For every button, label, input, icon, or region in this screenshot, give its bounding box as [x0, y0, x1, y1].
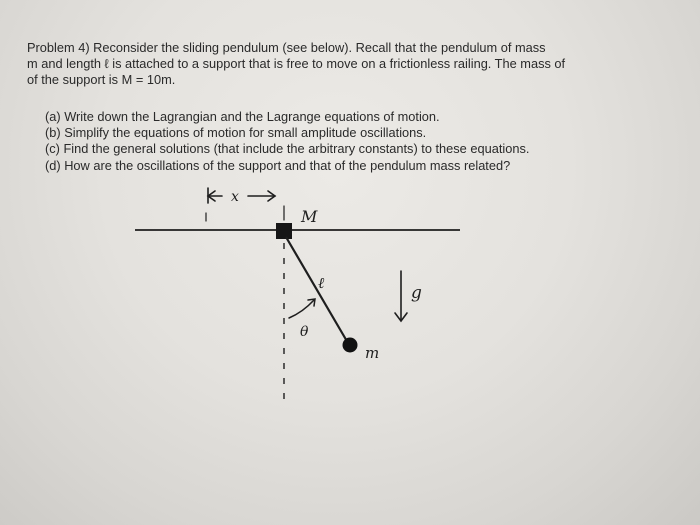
question-b: (b) Simplify the equations of motion for small amplitude oscillations.: [45, 125, 427, 141]
angle-label: θ: [300, 324, 309, 340]
gravity-arrow: [395, 271, 407, 321]
pendulum-rod: [286, 237, 348, 343]
bob-mass-label: m: [365, 344, 380, 362]
support-mass-label: M: [301, 207, 318, 226]
support-block: [276, 223, 292, 239]
pendulum-bob: [343, 338, 358, 353]
length-label: ℓ: [318, 274, 325, 292]
x-displacement-arrow: [206, 188, 284, 221]
problem-line-3: of the support is M = 10m.: [27, 72, 176, 87]
problem-line-1: Problem 4) Reconsider the sliding pendulum (see below). Recall that the pendulum of mass: [27, 40, 546, 55]
question-a: (a) Write down the Lagrangian and the Lagrange equations of motion.: [45, 109, 440, 124]
angle-arc-arrow: [289, 299, 315, 318]
problem-line-2: m and length ℓ is attached to a support that is free to move on a frictionless railing. The mass of: [27, 56, 566, 71]
x-label: x: [231, 189, 239, 205]
question-c: (c) Find the general solutions (that include the arbitrary constants) to these equations.: [45, 141, 530, 157]
question-d: (d) How are the oscillations of the support and that of the pendulum mass related?: [45, 157, 511, 173]
gravity-label: g: [411, 283, 422, 303]
